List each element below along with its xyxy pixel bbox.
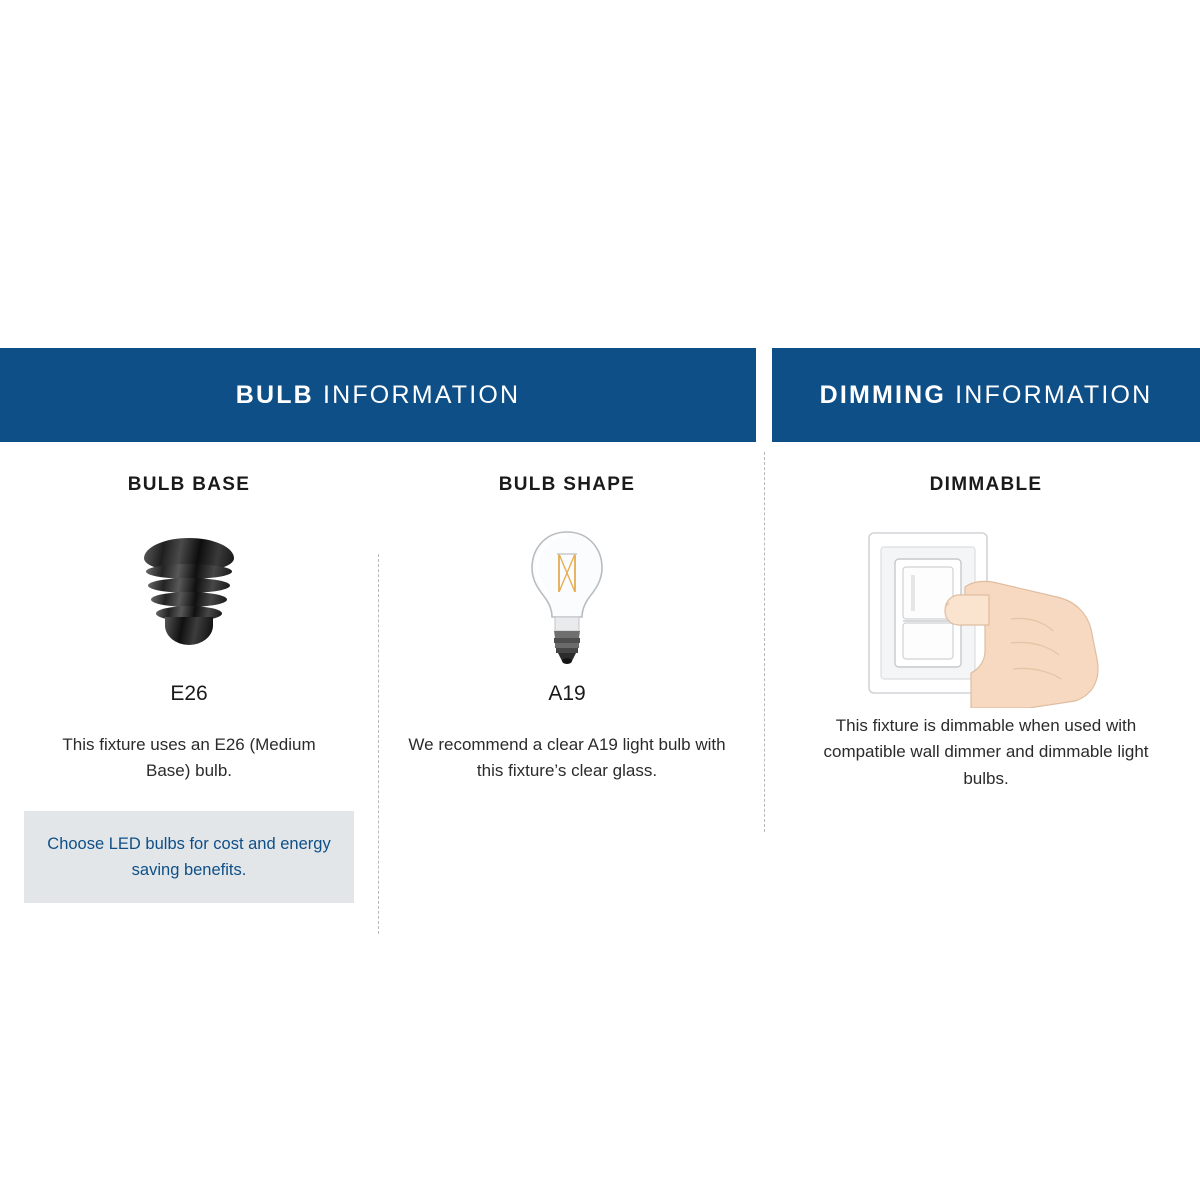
bulb-base-artwork	[24, 518, 354, 668]
bulb-shape-title: BULB SHAPE	[498, 474, 636, 495]
dimming-information-header-strong: DIMMING	[819, 380, 947, 409]
dimmable-column	[772, 474, 1200, 792]
dimmable-title: DIMMABLE	[929, 474, 1043, 495]
wall-dimmer-switch-icon	[861, 523, 1111, 708]
bulb-base-title: BULB BASE	[127, 474, 251, 495]
dimming-information-body	[772, 442, 1200, 792]
bulb-shape-value: A19	[548, 682, 586, 705]
bulb-information-panel	[0, 348, 756, 903]
bulb-information-body	[0, 442, 756, 903]
dimmable-description: This fixture is dimmable when used with compatible wall dimmer and dimmable light bulbs.	[823, 716, 1149, 788]
led-bulb-tip: Choose LED bulbs for cost and energy saving benefits.	[24, 811, 354, 904]
bulb-shape-description: We recommend a clear A19 light bulb with this fixture’s clear glass.	[408, 735, 726, 781]
dimming-information-panel	[772, 348, 1200, 792]
bulb-information-header-strong: BULB	[235, 380, 314, 409]
bulb-shape-artwork	[402, 518, 732, 668]
bulb-information-header-light: INFORMATION	[322, 380, 521, 409]
bulb-base-description: This fixture uses an E26 (Medium Base) bulb.	[62, 735, 316, 781]
bulb-shape-column	[378, 474, 756, 903]
bulb-base-value: E26	[170, 682, 208, 705]
bulb-base-column	[0, 474, 378, 903]
bulb-information-header	[0, 348, 756, 442]
bulb-base-icon	[137, 538, 241, 648]
dimming-information-header	[772, 348, 1200, 442]
panel-divider	[764, 452, 765, 832]
light-bulb-icon	[521, 518, 613, 668]
dimming-information-header-light: INFORMATION	[955, 380, 1153, 409]
dimmable-artwork	[796, 518, 1176, 713]
